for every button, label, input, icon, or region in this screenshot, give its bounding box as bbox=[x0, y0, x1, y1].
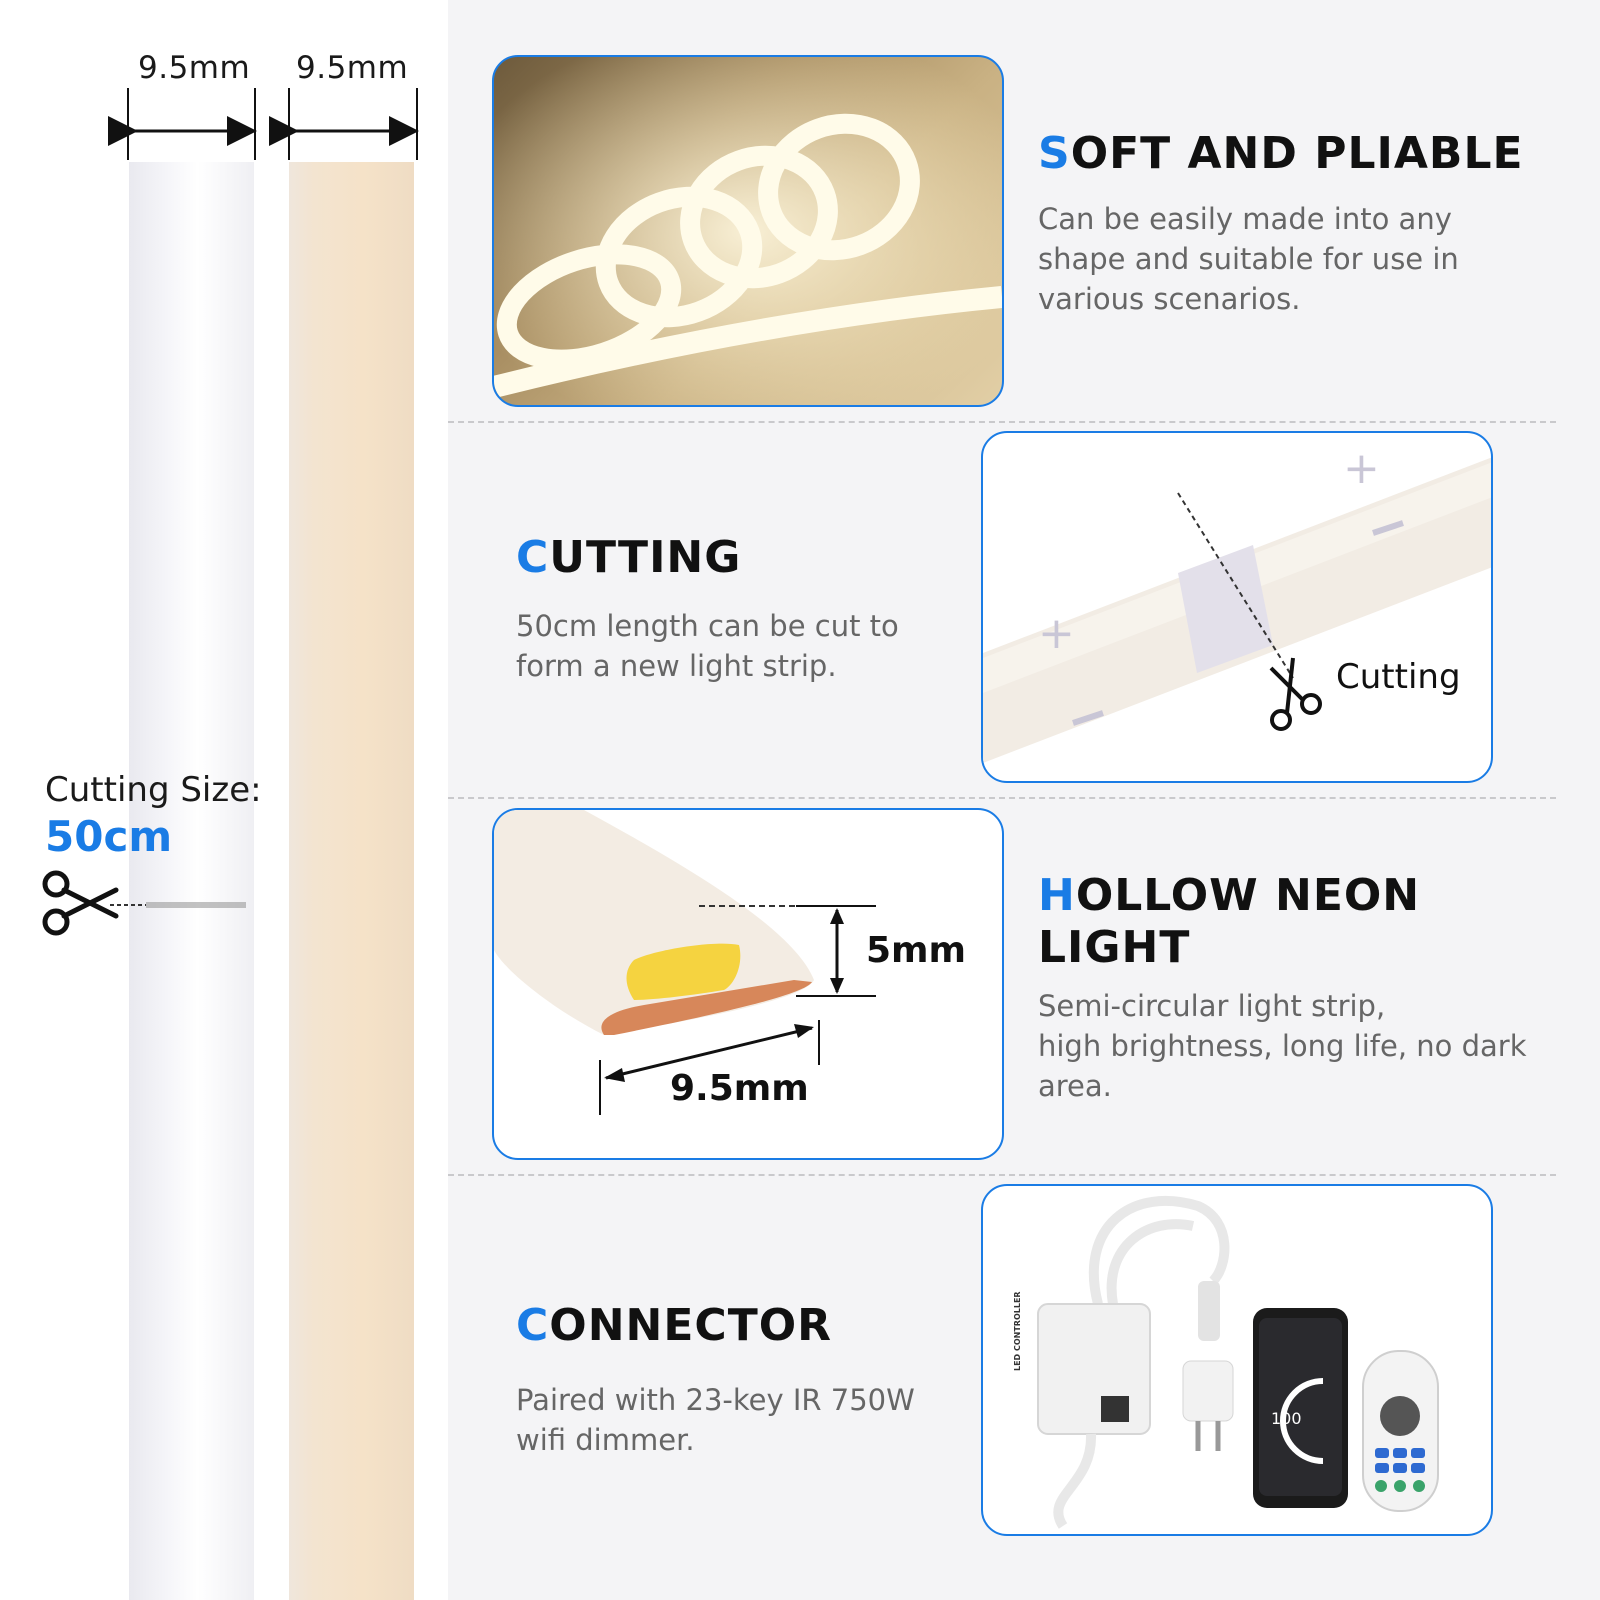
coiled-led-strip-illustration bbox=[494, 57, 1002, 405]
svg-text:+: + bbox=[1343, 443, 1380, 494]
cutting-size-label: Cutting Size: bbox=[45, 770, 262, 810]
heading-rest: ONNECTOR bbox=[549, 1300, 832, 1351]
soft-pliable-image bbox=[492, 55, 1004, 407]
warm-white-strip bbox=[289, 162, 414, 1600]
desc-line: area. bbox=[1038, 1069, 1112, 1103]
heading-first-letter: H bbox=[1038, 870, 1076, 921]
desc-line: 50cm length can be cut to bbox=[516, 609, 899, 643]
desc-line: shape and suitable for use in bbox=[1038, 242, 1459, 276]
feature-desc-connector bbox=[516, 1380, 915, 1460]
heading-line-2: LIGHT bbox=[1038, 922, 1191, 973]
cool-white-strip bbox=[129, 162, 254, 1600]
cutting-size-value: 50cm bbox=[45, 812, 173, 861]
feature-desc-hollow-neon bbox=[1038, 986, 1527, 1106]
strip-a-width-label: 9.5mm bbox=[138, 50, 251, 86]
desc-line: high brightness, long life, no dark bbox=[1038, 1029, 1527, 1063]
cut-strip-illustration bbox=[983, 433, 1491, 781]
desc-line: Paired with 23-key IR 750W bbox=[516, 1383, 915, 1417]
width-dimension-label: 9.5mm bbox=[670, 1068, 809, 1109]
feature-heading-cutting bbox=[516, 532, 741, 584]
cut-line bbox=[110, 900, 250, 910]
heading-first-letter: S bbox=[1038, 128, 1071, 179]
desc-line: Can be easily made into any bbox=[1038, 202, 1452, 236]
phone-brightness-value: 100 bbox=[1271, 1409, 1302, 1428]
desc-line: Semi-circular light strip, bbox=[1038, 989, 1386, 1023]
controller-label: LED CONTROLLER bbox=[1013, 1291, 1022, 1371]
svg-text:+: + bbox=[1038, 608, 1075, 659]
desc-line: form a new light strip. bbox=[516, 649, 837, 683]
width-dimension-arrows bbox=[0, 0, 448, 180]
scissors-icon bbox=[1271, 658, 1320, 729]
heading-rest: OFT AND PLIABLE bbox=[1070, 128, 1524, 179]
controller-kit-illustration bbox=[983, 1186, 1491, 1534]
height-dimension-label: 5mm bbox=[866, 930, 967, 971]
heading-rest: UTTING bbox=[549, 532, 742, 583]
section-divider bbox=[448, 1174, 1556, 1176]
left-panel bbox=[0, 0, 448, 1600]
heading-rest: OLLOW NEON bbox=[1075, 870, 1421, 921]
desc-line: various scenarios. bbox=[1038, 282, 1301, 316]
cutting-image bbox=[981, 431, 1493, 783]
hollow-neon-image bbox=[492, 808, 1004, 1160]
feature-desc-soft-pliable bbox=[1038, 199, 1459, 319]
section-divider bbox=[448, 797, 1556, 799]
connector-image bbox=[981, 1184, 1493, 1536]
section-divider bbox=[448, 421, 1556, 423]
desc-line: wifi dimmer. bbox=[516, 1423, 695, 1457]
cutting-image-label: Cutting bbox=[1336, 657, 1461, 697]
feature-heading-hollow-neon bbox=[1038, 870, 1420, 974]
heading-first-letter: C bbox=[516, 532, 550, 583]
feature-heading-connector bbox=[516, 1300, 832, 1352]
feature-heading-soft-pliable bbox=[1038, 128, 1524, 180]
heading-first-letter: C bbox=[516, 1300, 550, 1351]
feature-desc-cutting bbox=[516, 606, 899, 686]
strip-b-width-label: 9.5mm bbox=[296, 50, 409, 86]
